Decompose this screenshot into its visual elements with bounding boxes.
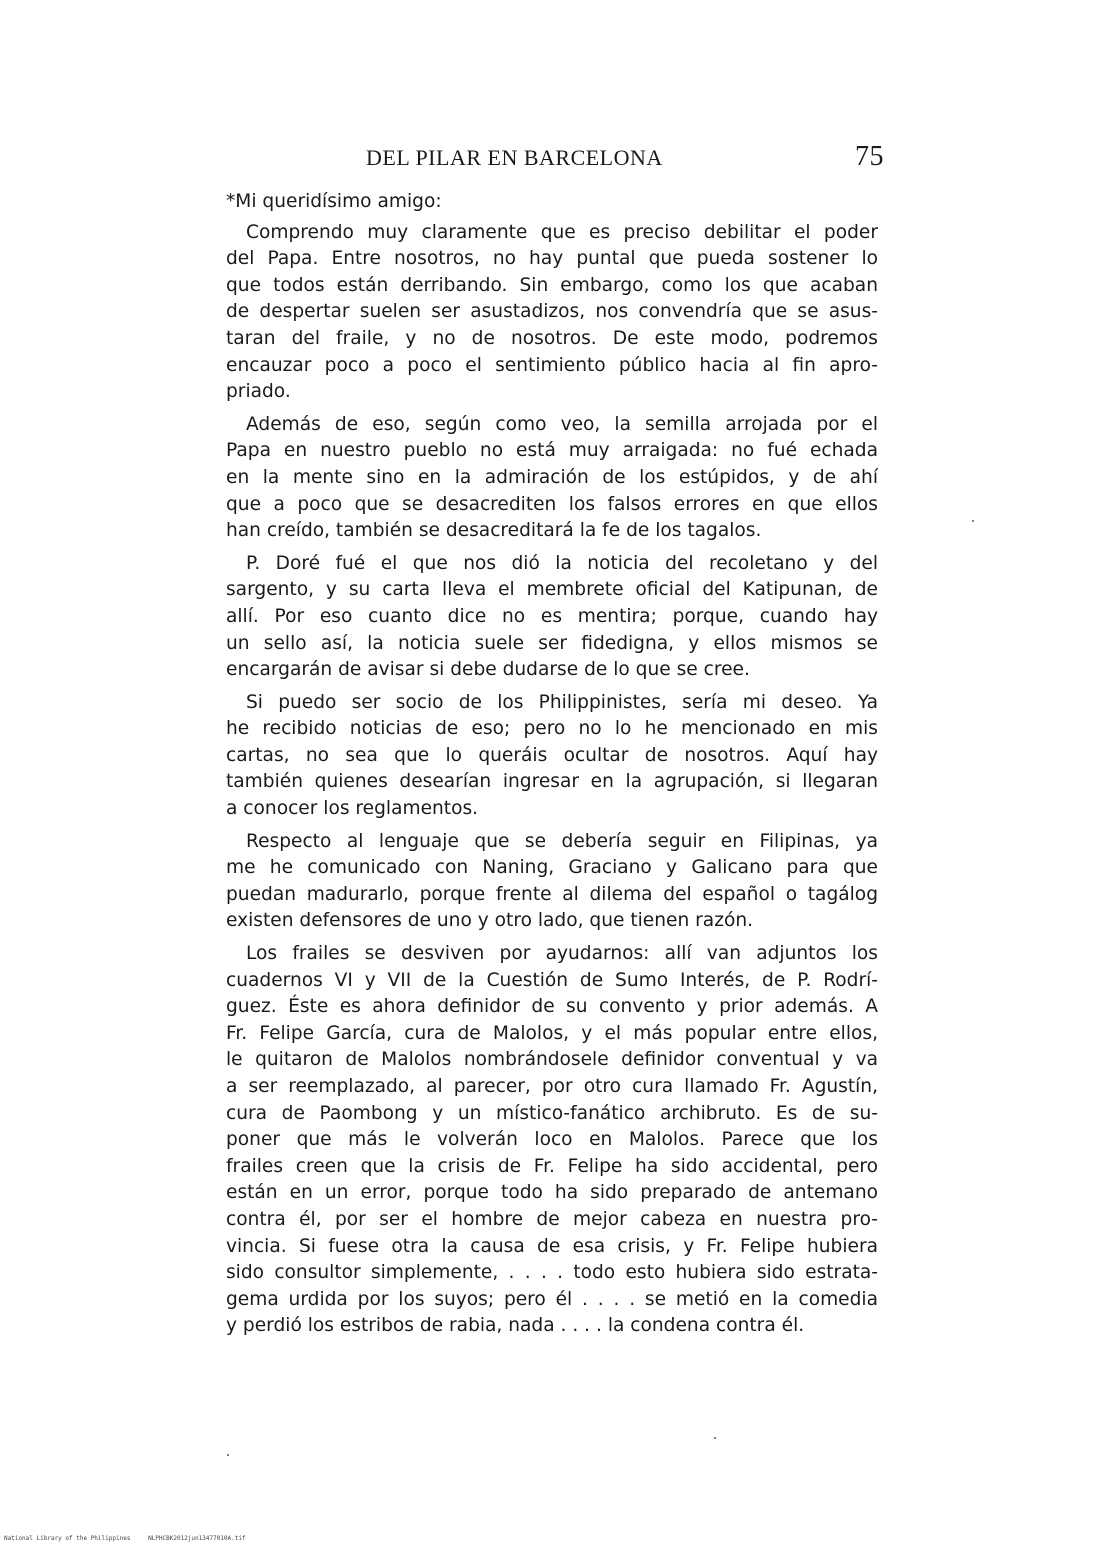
page-number: 75	[855, 141, 884, 172]
paragraph-line: sargento, y su carta lleva el membrete oficial del Katipunan, de	[226, 579, 878, 601]
paragraph-line: Papa en nuestro pueblo no está muy arraigada: no fué echada	[226, 440, 878, 462]
salutation: *Mi queridísimo amigo:	[226, 191, 442, 212]
paragraph-line: sido consultor simplemente, . . . . todo esto hubiera sido estrata-	[226, 1262, 878, 1284]
scan-speck	[227, 1454, 229, 1456]
paragraph-line: a conocer los reglamentos.	[226, 798, 479, 820]
paragraph-line: cura de Paombong y un místico-fanático archibruto. Es de su-	[226, 1102, 878, 1124]
paragraph-line: a ser reemplazado, al parecer, por otro cura llamado Fr. Agustín,	[226, 1076, 878, 1097]
paragraph-line: Respecto al lenguaje que se debería seguir en Filipinas, ya	[246, 830, 878, 852]
paragraph-line: un sello así, la noticia suele ser fidedigna, y ellos mismos se	[226, 632, 878, 654]
running-title: DEL PILAR EN BARCELONA	[366, 145, 663, 170]
scan-footer	[4, 1535, 260, 1542]
paragraph-line: Además de eso, según como veo, la semilla arrojada por el	[246, 413, 878, 435]
letter-body	[226, 189, 878, 1340]
paragraph-line: gema urdida por los suyos; pero él . . . . se metió en la comedia	[226, 1288, 878, 1310]
paragraph-line: también quienes desearían ingresar en la agrupación, si llegaran	[226, 771, 878, 793]
paragraph-line: que todos están derribando. Sin embargo, como los que acaban	[226, 274, 878, 296]
paragraph-line: que a poco que se desacrediten los falsos errores en que ellos	[226, 493, 878, 515]
paragraph-line: poner que más le volverán loco en Malolos. Parece que los	[226, 1129, 878, 1151]
footer-source: National Library of the Philippines	[4, 1535, 131, 1542]
paragraph-line: Comprendo muy claramente que es preciso debilitar el poder	[246, 221, 878, 243]
scan-speck	[714, 1437, 716, 1439]
paragraph-line: P. Doré fué el que nos dió la noticia del recoletano y del	[246, 552, 878, 574]
paragraph-line: puedan madurarlo, porque frente al dilema del español o tagálog	[226, 883, 878, 905]
paragraph-line: allí. Por eso cuanto dice no es mentira; porque, cuando hay	[226, 605, 878, 627]
scan-speck	[972, 520, 974, 522]
paragraph-line: en la mente sino en la admiración de los estúpidos, y de ahí	[226, 466, 878, 488]
paragraph-line: cuadernos VI y VII de la Cuestión de Sumo Interés, de P. Rodrí-	[226, 969, 878, 991]
paragraph-line: taran del fraile, y no de nosotros. De este modo, podremos	[226, 327, 878, 349]
paragraph-line: y perdió los estribos de rabia, nada . . . . la condena contra él.	[226, 1315, 805, 1337]
paragraph-line: guez. Éste es ahora definidor de su convento y prior además. A	[226, 996, 878, 1018]
paragraph-line: están en un error, porque todo ha sido preparado de antemano	[226, 1182, 878, 1204]
paragraph-line: han creído, también se desacreditará la fe de los tagalos.	[226, 520, 762, 542]
paragraph-line: me he comunicado con Naning, Graciano y Galicano para que	[226, 857, 878, 879]
paragraph-line: he recibido noticias de eso; pero no lo he mencionado en mis	[226, 718, 878, 740]
paragraph-line: contra él, por ser el hombre de mejor cabeza en nuestra pro-	[226, 1208, 878, 1230]
paragraph-line: de despertar suelen ser asustadizos, nos convendría que se asus-	[226, 301, 878, 323]
paragraph-line: existen defensores de uno y otro lado, que tienen razón.	[226, 910, 754, 932]
paragraph-line: Los frailes se desviven por ayudarnos: allí van adjuntos los	[246, 943, 878, 965]
paragraph-line: cartas, no sea que lo queráis ocultar de nosotros. Aquí hay	[226, 744, 878, 766]
paragraph-line: priado.	[226, 381, 291, 403]
footer-file: NLPHCBK2012jun13477010A.tif	[148, 1535, 246, 1542]
paragraph-line: Si puedo ser socio de los Philippinistes, sería mi deseo. Ya	[246, 691, 878, 713]
paragraph-line: del Papa. Entre nosotros, no hay puntal que pueda sostener lo	[226, 248, 878, 270]
paragraph-line: vincia. Si fuese otra la causa de esa crisis, y Fr. Felipe hubiera	[226, 1235, 878, 1257]
paragraph-line: le quitaron de Malolos nombrándosele definidor conventual y va	[226, 1049, 878, 1071]
paragraph-line: encauzar poco a poco el sentimiento público hacia al fin apro-	[226, 354, 878, 376]
running-head	[366, 141, 884, 177]
paragraph-line: Fr. Felipe García, cura de Malolos, y el más popular entre ellos,	[226, 1022, 878, 1044]
paragraph-line: encargarán de avisar si debe dudarse de lo que se cree.	[226, 659, 750, 681]
paragraph-line: frailes creen que la crisis de Fr. Felipe ha sido accidental, pero	[226, 1155, 878, 1177]
